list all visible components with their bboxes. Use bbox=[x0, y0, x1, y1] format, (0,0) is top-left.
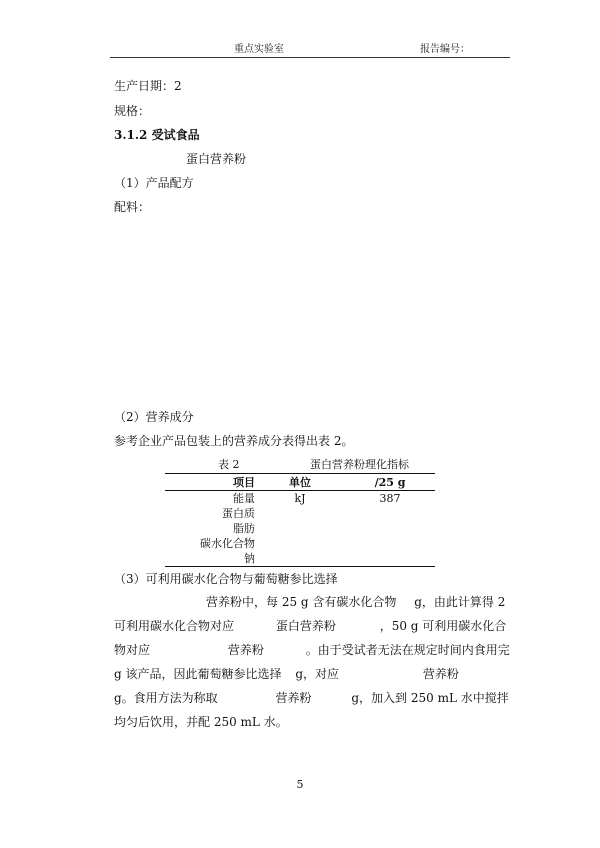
text-fragment: g，加入到 250 mL 水中搅拌 bbox=[351, 691, 509, 705]
text-fragment: 均匀后饮用，并配 250 mL 水。 bbox=[114, 715, 288, 729]
table-cell bbox=[255, 521, 345, 536]
table-row bbox=[165, 521, 435, 536]
table-row bbox=[165, 536, 435, 551]
table-cell bbox=[255, 551, 345, 567]
table-cell: 蛋白质 bbox=[222, 507, 255, 520]
text-fragment: g，对应 bbox=[295, 667, 340, 681]
production-date: 生产日期：2 bbox=[114, 79, 182, 93]
text-fragment: 。由于受试者无法在规定时间内食用完 bbox=[305, 643, 510, 657]
table-cell bbox=[345, 506, 435, 521]
section-title: 3.1.2 受试食品 bbox=[114, 128, 200, 142]
spec-label: 规格： bbox=[114, 104, 151, 118]
table-cell: kJ bbox=[294, 492, 306, 505]
table-cell bbox=[255, 506, 345, 521]
product-name: 蛋白营养粉 bbox=[186, 152, 247, 166]
text-fragment: g。食用方法为称取 bbox=[114, 691, 218, 705]
column-header-per-25g: /25 g bbox=[345, 474, 435, 491]
text-fragment: g，由此计算得 2 bbox=[414, 595, 506, 609]
text-fragment: 蛋白营养粉 bbox=[275, 619, 336, 633]
column-header-unit: 单位 bbox=[255, 474, 345, 491]
formula-heading: （1）产品配方 bbox=[114, 176, 194, 190]
ingredients-label: 配料： bbox=[114, 200, 151, 214]
text-fragment: 营养粉中，每 25 g 含有碳水化合物 bbox=[206, 595, 397, 609]
paragraph-line bbox=[114, 710, 514, 734]
text-fragment: 物对应 bbox=[114, 643, 151, 657]
section3-heading: （3）可利用碳水化合物与葡萄糖参比选择 bbox=[114, 572, 338, 586]
paragraph-line bbox=[114, 590, 514, 614]
paragraph-line bbox=[114, 614, 514, 638]
header-rule bbox=[110, 57, 510, 58]
section3-paragraph bbox=[114, 590, 514, 734]
page-number: 5 bbox=[296, 778, 304, 791]
table-caption-number: 表 2 bbox=[218, 458, 240, 471]
paragraph-line bbox=[114, 638, 514, 662]
table-cell: 碳水化合物 bbox=[200, 537, 255, 550]
table-cell bbox=[255, 536, 345, 551]
header-report-number-label: 报告编号： bbox=[420, 44, 470, 55]
header-lab-name: 重点实验室 bbox=[234, 44, 284, 55]
table-cell: 脂肪 bbox=[233, 522, 255, 535]
nutrition-heading: （2）营养成分 bbox=[114, 410, 194, 424]
table-caption-title: 蛋白营养粉理化指标 bbox=[310, 458, 409, 471]
paragraph-line bbox=[114, 662, 514, 686]
table-row bbox=[165, 551, 435, 567]
table-header-row bbox=[165, 474, 435, 491]
text-fragment: ，50 g 可利用碳水化合 bbox=[379, 619, 507, 633]
text-fragment: g 该产品，因此葡萄糖参比选择 bbox=[114, 667, 282, 681]
paragraph-line bbox=[114, 686, 514, 710]
text-fragment: 营养粉 bbox=[422, 667, 459, 681]
table-row bbox=[165, 506, 435, 521]
nutrition-intro: 参考企业产品包装上的营养成分表得出表 2。 bbox=[114, 434, 354, 448]
column-header-item: 项目 bbox=[165, 474, 255, 491]
table-cell bbox=[345, 521, 435, 536]
table-cell: 能量 bbox=[233, 492, 255, 505]
table-cell bbox=[345, 551, 435, 567]
table-cell: 钠 bbox=[165, 551, 255, 567]
text-fragment: 可利用碳水化合物对应 bbox=[114, 619, 235, 633]
text-fragment: 营养粉 bbox=[227, 643, 264, 657]
text-fragment: 营养粉 bbox=[275, 691, 312, 705]
nutrition-table bbox=[165, 473, 435, 567]
table-row bbox=[165, 491, 435, 507]
table-cell: 387 bbox=[379, 492, 401, 505]
table-cell bbox=[345, 536, 435, 551]
